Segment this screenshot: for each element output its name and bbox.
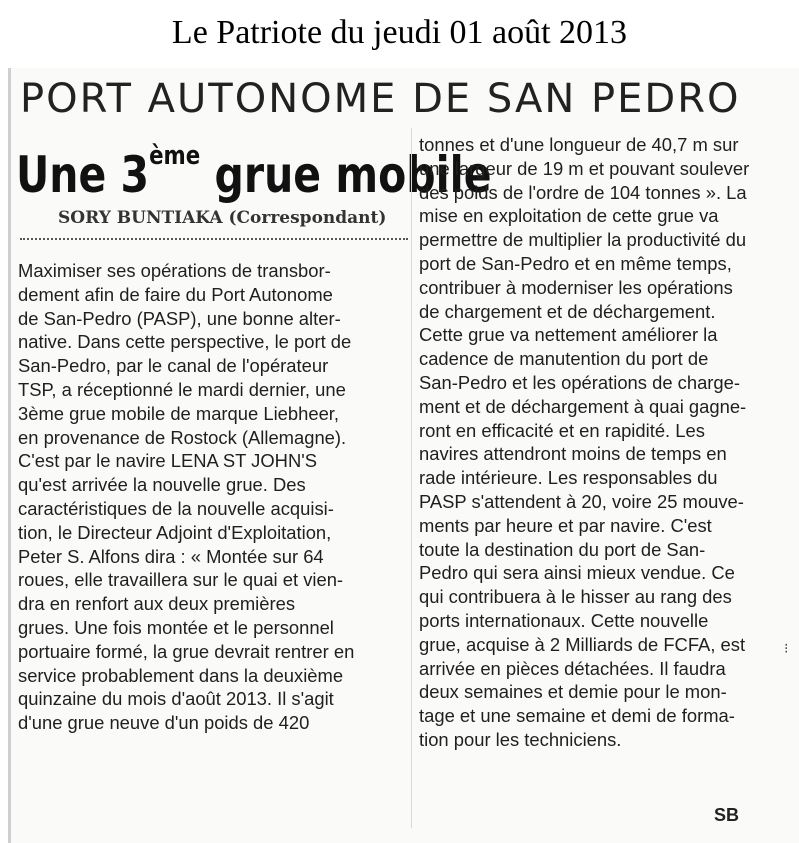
article-text-line: navires attendront moins de temps en: [419, 443, 727, 465]
headline-superscript: ème: [149, 141, 201, 171]
article-text-line: tage et une semaine et demi de forma-: [419, 705, 735, 727]
article-text-line: ment et de déchargement à quai gagne-: [419, 395, 747, 417]
article-text-line: ments par heure et par navire. C'est: [419, 514, 712, 536]
article-headline: [16, 128, 492, 204]
article-text-line: roues, elle travaillera sur le quai et vien-: [18, 569, 344, 591]
article-text-line: San-Pedro et les opérations de charge-: [419, 371, 741, 393]
article-text-line: grue, acquise à 2 Milliards de FCFA, est: [419, 633, 746, 655]
article-text-line: mise en exploitation de cette grue va: [419, 205, 719, 227]
article-byline: SORY BUNTIAKA (Correspondant): [58, 208, 387, 228]
article-text-line: de San-Pedro (PASP), une bonne alter-: [18, 307, 341, 329]
article-text-line: ront en efficacité et en rapidité. Les: [419, 419, 705, 441]
article-text-line: arrivée en pièces détachées. Il faudra: [419, 657, 726, 679]
article-text-line: qu'est arrivée la nouvelle grue. Des: [18, 474, 306, 496]
article-text-line: deux semaines et demie pour le mon-: [419, 681, 727, 703]
article-text-line: C'est par le navire LENA ST JOHN'S: [18, 450, 317, 472]
article-text-line: San-Pedro, par le canal de l'opérateur: [18, 355, 329, 377]
article-column-right: [419, 133, 783, 752]
article-text-line: caractéristiques de la nouvelle acquisi-: [18, 497, 334, 519]
article-text-line: portuaire formé, la grue devrait rentrer en: [18, 640, 355, 662]
article-text-line: tion pour les techniciens.: [419, 728, 622, 750]
article-text-line: 3ème grue mobile de marque Liebheer,: [18, 402, 340, 424]
article-text-line: dement afin de faire du Port Autonome: [18, 283, 333, 305]
article-text-line: permettre de multiplier la productivité du: [419, 229, 747, 251]
article-text-line: d'une grue neuve d'un poids de 420: [18, 712, 310, 734]
article-kicker: PORT AUTONOME DE SAN PEDRO: [20, 76, 741, 122]
article-text-line: qui contribuera à le hisser au rang des: [419, 586, 732, 608]
article-column-left: [18, 259, 410, 735]
article-text-line: TSP, a réceptionné le mardi dernier, une: [18, 378, 346, 400]
article-text-line: Pedro qui sera ainsi mieux vendue. Ce: [419, 562, 735, 584]
article-text-line: cadence de manutention du port de: [419, 348, 709, 370]
article-text-line: toute la destination du port de San-: [419, 538, 706, 560]
article-text-line: Peter S. Alfons dira : « Montée sur 64: [18, 545, 324, 567]
headline-part-2: grue mobile: [200, 146, 492, 204]
headline-part-1: Une 3: [16, 146, 150, 204]
article-text-line: tion, le Directeur Adjoint d'Exploitation,: [18, 521, 332, 543]
article-text-line: tonnes et d'une longueur de 40,7 m sur: [419, 134, 739, 155]
byline-divider: [20, 238, 408, 240]
article-text-line: PASP s'attendent à 20, voire 25 mouve-: [419, 490, 744, 512]
article-text-line: port de San-Pedro et en même temps,: [419, 252, 732, 274]
article-text-line: service probablement dans la deuxième: [18, 664, 344, 686]
article-text-line: en provenance de Rostock (Allemagne).: [18, 426, 347, 448]
article-text-line: grues. Une fois montée et le personnel: [18, 616, 334, 638]
article-signature: SB: [714, 805, 740, 825]
column-divider: [411, 128, 412, 828]
article-text-line: rade intérieure. Les responsables du: [419, 467, 718, 489]
article-text-line: ports internationaux. Cette nouvelle: [419, 609, 709, 631]
article-text-line: dra en renfort aux deux premières: [18, 593, 296, 615]
article-text-line: des poids de l'ordre de 104 tonnes ». La: [419, 181, 747, 203]
article-text-line: quinzaine du mois d'août 2013. Il s'agit: [18, 688, 334, 710]
article-text-line: contribuer à moderniser les opérations: [419, 276, 733, 298]
edge-mark: ⁝: [784, 640, 789, 656]
article-text-line: de chargement et de déchargement.: [419, 300, 716, 322]
article-text-line: Maximiser ses opérations de transbor-: [18, 260, 331, 281]
newspaper-caption: Le Patriote du jeudi 01 août 2013: [171, 14, 628, 51]
article-text-line: Cette grue va nettement améliorer la: [419, 324, 718, 346]
article-text-line: une largeur de 19 m et pouvant soulever: [419, 157, 750, 179]
article-text-line: native. Dans cette perspective, le port de: [18, 331, 352, 353]
